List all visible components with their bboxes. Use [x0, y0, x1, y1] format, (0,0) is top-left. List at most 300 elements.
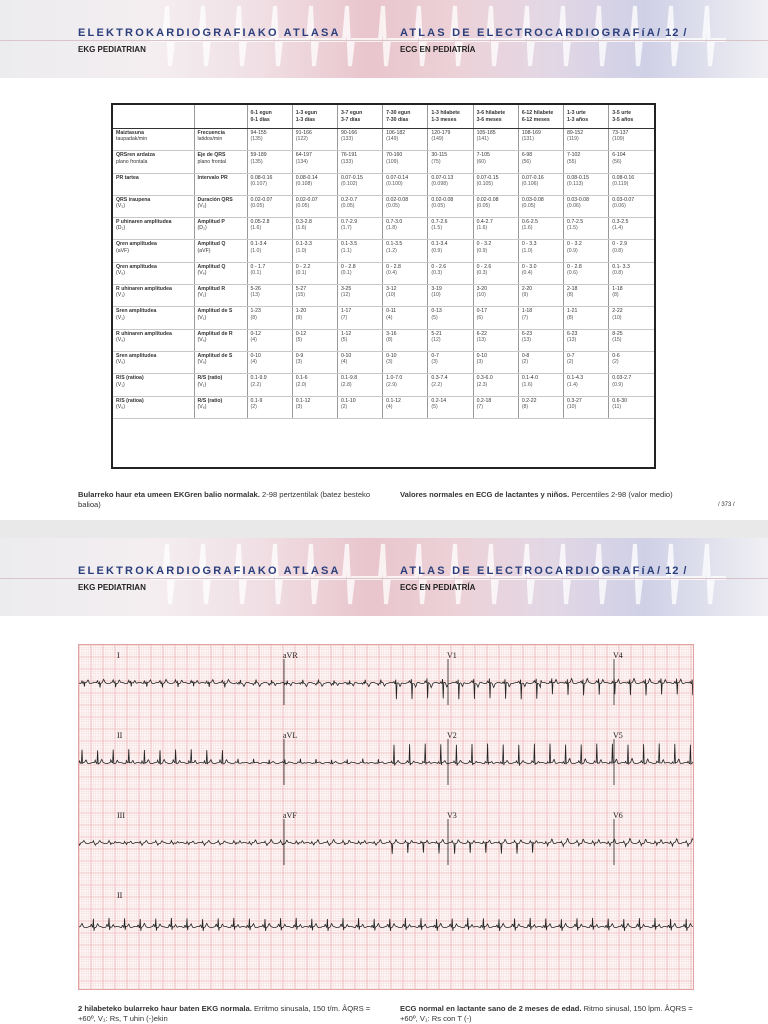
column-header	[518, 105, 563, 129]
row-label-spanish	[194, 195, 247, 217]
row-label-spanish	[194, 151, 247, 173]
row-label-line: R uhinaren amplitudea	[116, 286, 172, 293]
cell-mean: (4)	[250, 336, 257, 343]
cell-mean: (1.4)	[612, 225, 623, 232]
cell-mean: (0.105)	[476, 180, 494, 187]
table-cell	[428, 173, 473, 195]
table-cell	[428, 307, 473, 329]
row-label-line: (V₁)	[116, 292, 125, 299]
row-label-line: R/S (ratio)	[197, 397, 223, 404]
cell-mean: (0.8)	[612, 247, 623, 254]
table-cell	[564, 374, 609, 396]
cell-mean: (131)	[521, 136, 534, 143]
chapter-number: / 12 /	[657, 27, 688, 39]
cell-mean: (2.9)	[386, 381, 397, 388]
row-label-basque	[113, 240, 194, 262]
cell-mean: (15)	[295, 292, 305, 299]
table-cell	[428, 151, 473, 173]
cell-range: 0 - 3.3	[521, 241, 537, 248]
cell-mean: (0.119)	[612, 180, 629, 187]
table-cell	[337, 329, 382, 351]
table-cell	[518, 129, 563, 151]
table-row	[113, 173, 654, 195]
table-cell	[247, 374, 292, 396]
cell-range: 0.1-3.5	[386, 241, 403, 248]
cell-range: 0.1-12	[386, 397, 401, 404]
row-label-basque	[113, 173, 194, 195]
table-cell	[337, 173, 382, 195]
table-cell	[383, 218, 428, 240]
cell-mean: (2.0)	[295, 381, 307, 388]
table-cell	[473, 218, 518, 240]
cell-mean: (4)	[250, 359, 257, 366]
table-cell	[518, 218, 563, 240]
row-label-line: Amplitud Q	[197, 263, 226, 270]
page-bottom	[0, 538, 768, 1024]
cell-range: 0.3-2.5	[612, 219, 629, 226]
cell-range: 0.1-3.4	[250, 241, 267, 248]
table-cell	[564, 173, 609, 195]
column-header-basque: 1-3 egun	[295, 110, 318, 117]
cell-mean: (0.3)	[476, 270, 488, 277]
row-label-line: Maiztasuna	[116, 130, 144, 136]
cell-mean: (1.7)	[340, 225, 352, 232]
cell-range: 8-25	[612, 330, 623, 337]
table-cell	[518, 173, 563, 195]
cell-range: 1.0-7.0	[386, 375, 403, 382]
cell-mean: (11)	[612, 403, 622, 410]
column-header	[247, 105, 292, 129]
cell-mean: (56)	[612, 158, 622, 165]
cell-mean: (149)	[386, 136, 399, 143]
cell-range: 0.1-12	[295, 397, 311, 404]
cell-mean: (8)	[612, 292, 619, 299]
chapter-subtitle-spanish: ECG EN PEDIATRÍA	[400, 45, 476, 54]
table-cell	[564, 329, 609, 351]
table-cell	[564, 307, 609, 329]
cell-range: 7-102	[567, 152, 581, 159]
table-cell	[292, 285, 337, 307]
row-label-line: QRS iraupena	[116, 196, 151, 203]
row-label-basque	[113, 218, 194, 240]
cell-mean: (0.1)	[250, 270, 262, 277]
row-label-line: Amplitud de S	[197, 308, 233, 315]
cell-range: 6-104	[612, 152, 626, 159]
table-cell	[383, 374, 428, 396]
table-cell	[337, 285, 382, 307]
cell-range: 0-17	[476, 308, 487, 315]
cell-range: 0 - 3.2	[567, 241, 582, 248]
row-label-line: (V₁)	[197, 292, 207, 299]
row-label-line: (V₁)	[197, 314, 207, 321]
cell-range: 0.03-0.08	[567, 196, 589, 203]
cell-range: 0.03-0.08	[521, 196, 544, 203]
cell-mean: (0.3)	[431, 270, 443, 277]
cell-range: 0.6-2.5	[521, 219, 538, 226]
cell-mean: (5)	[340, 336, 348, 343]
cell-range: 0-7	[567, 352, 575, 359]
column-header-spanish: 7-30 días	[386, 116, 409, 123]
cell-mean: (0.06)	[567, 203, 581, 210]
cell-mean: (135)	[250, 136, 263, 143]
cell-mean: (1.2)	[386, 247, 397, 254]
table-row	[113, 396, 654, 418]
cell-range: 7-105	[476, 152, 490, 159]
table-cell	[518, 240, 563, 262]
cell-mean: (60)	[476, 158, 486, 165]
row-label-line: plano frontala	[116, 158, 148, 165]
cell-mean: (1.6)	[476, 225, 488, 232]
cell-mean: (10)	[386, 292, 396, 299]
table-cell	[609, 173, 654, 195]
cell-range: 0 - 1.7	[250, 263, 266, 270]
row-label-spanish	[194, 173, 247, 195]
cell-mean: (0.06)	[612, 203, 626, 210]
cell-mean: (0.05)	[386, 203, 400, 210]
cell-range: 106-182	[386, 130, 406, 136]
cell-mean: (0.05)	[521, 203, 536, 210]
cell-range: 0.07-0.13	[431, 174, 454, 181]
cell-mean: (0.05)	[250, 203, 265, 210]
cell-mean: (3)	[295, 359, 303, 366]
row-label-line: Amplitud P	[197, 219, 225, 226]
cell-range: 1-20	[295, 308, 307, 315]
table-cell	[337, 129, 382, 151]
cell-mean: (8)	[250, 314, 257, 321]
table-cell	[292, 351, 337, 373]
row-label-spanish	[194, 329, 247, 351]
table-cell	[428, 351, 473, 373]
table-cell	[383, 195, 428, 217]
column-header-basque: 3-7 egun	[340, 110, 363, 117]
lead-label: I	[117, 651, 120, 660]
cell-mean: (12)	[340, 292, 351, 299]
cell-mean: (0.05)	[295, 203, 310, 210]
atlas-title-spanish: ATLAS DE ELECTROCARDIOGRAFíA	[400, 565, 657, 577]
cell-range: 2-20	[521, 286, 533, 293]
cell-range: 94-155	[250, 130, 267, 136]
table-cell	[609, 396, 654, 418]
table-cell	[383, 151, 428, 173]
row-label-line: (V₆)	[116, 336, 126, 343]
cell-range: 59-189	[250, 152, 267, 159]
table-cell	[428, 195, 473, 217]
table-cell	[383, 351, 428, 373]
table-cell	[428, 374, 473, 396]
table-cell	[337, 307, 382, 329]
lead-label: V4	[613, 651, 623, 660]
table-row	[113, 195, 654, 217]
row-label-line: (D₂)	[116, 225, 126, 232]
lead-label: II	[117, 731, 123, 740]
cell-mean: (0.098)	[431, 180, 448, 187]
table-cell	[292, 262, 337, 284]
row-label-basque	[113, 195, 194, 217]
table-cell	[428, 240, 473, 262]
row-label-spanish	[194, 218, 247, 240]
row-label-line: taupadak/min	[116, 136, 148, 143]
cell-range: 0.02-0.08	[431, 196, 454, 203]
row-label-line: Qren amplitudea	[116, 241, 157, 248]
table-cell	[383, 329, 428, 351]
cell-range: 0.3-6.0	[476, 375, 493, 382]
column-header-spanish: 6-12 meses	[521, 116, 550, 123]
page-number: / 373 /	[718, 502, 735, 508]
cell-range: 1-12	[340, 330, 352, 337]
table-cell	[292, 129, 337, 151]
table-cell	[247, 262, 292, 284]
cell-mean: (9)	[521, 292, 529, 299]
row-label-spanish	[194, 285, 247, 307]
cell-mean: (12)	[431, 336, 441, 343]
cell-range: 0-12	[295, 330, 307, 337]
cell-range: 0.6-30	[612, 397, 627, 404]
table-cell	[473, 195, 518, 217]
cell-range: 0.02-0.07	[295, 196, 318, 203]
row-label-line: plano frontal	[197, 158, 227, 165]
cell-range: 0.1-9	[250, 397, 263, 404]
row-label-line: (V₁)	[116, 381, 125, 388]
row-label-line: R uhinaren amplitudea	[116, 330, 172, 337]
cell-range: 0-10	[340, 352, 352, 359]
cell-range: 0.1-9.8	[340, 375, 358, 382]
table-header-row	[113, 105, 654, 129]
column-header-spanish: 1-3 días	[295, 116, 316, 123]
row-label-line: Intervalo PR	[197, 174, 228, 181]
table-cell	[473, 374, 518, 396]
ecg-caption-spanish-bold: ECG normal en lactante sano de 2 meses de edad.	[400, 1004, 582, 1013]
row-label-line: P uhinaren amplitudea	[116, 219, 172, 226]
table-caption-basque-bold: Bularreko haur eta umeen EKGren balio normalak.	[78, 490, 260, 499]
row-label-basque	[113, 262, 194, 284]
cell-range: 0-10	[386, 352, 397, 359]
cell-mean: (13)	[567, 336, 577, 343]
row-label-line: Sren amplitudea	[116, 308, 157, 315]
cell-range: 0.4-2.7	[476, 219, 493, 226]
atlas-title-basque: ELEKTROKARDIOGRAFIAKO ATLASA	[78, 27, 341, 39]
row-label-basque	[113, 129, 194, 151]
cell-range: 76-191	[340, 152, 358, 159]
cell-mean: (2)	[567, 359, 574, 366]
table-cell	[473, 396, 518, 418]
cell-mean: (10)	[431, 292, 441, 299]
table-cell	[292, 173, 337, 195]
cell-range: 0.3-27	[567, 397, 582, 404]
cell-mean: (13)	[250, 292, 260, 299]
cell-mean: (109)	[386, 158, 399, 165]
table-cell	[609, 329, 654, 351]
row-label-line: (V₁)	[197, 381, 207, 388]
row-label-line: Amplitud Q	[197, 241, 226, 248]
table-cell	[609, 374, 654, 396]
column-header	[194, 105, 247, 129]
table-cell	[383, 307, 428, 329]
table-cell	[383, 285, 428, 307]
table-cell	[292, 329, 337, 351]
cell-range: 0 - 2.9	[612, 241, 627, 248]
cell-range: 0 - 2.2	[295, 263, 311, 270]
cell-range: 0.1- 3.3	[612, 263, 630, 270]
column-header-spanish: 1-3 meses	[431, 116, 457, 123]
cell-range: 0-9	[295, 352, 304, 359]
cell-range: 0-11	[386, 308, 397, 315]
reference-table	[111, 103, 656, 469]
table-caption-basque	[78, 490, 388, 510]
cell-range: 0.07-0.14	[386, 174, 409, 181]
table-cell	[518, 374, 563, 396]
cell-range: 0-10	[476, 352, 487, 359]
table-cell	[247, 307, 292, 329]
cell-mean: (1.6)	[521, 381, 533, 388]
cell-range: 0.02-0.07	[250, 196, 273, 203]
cell-range: 0 - 2.8	[340, 263, 356, 270]
cell-range: 3-19	[431, 286, 442, 293]
table-cell	[428, 329, 473, 351]
table-row	[113, 129, 654, 151]
cell-mean: (8)	[386, 336, 393, 343]
chapter-subtitle-basque: EKG PEDIATRIAN	[78, 45, 146, 54]
row-label-spanish	[194, 396, 247, 418]
chapter-subtitle-basque: EKG PEDIATRIAN	[78, 583, 146, 592]
column-header	[113, 105, 194, 129]
cell-mean: (56)	[521, 158, 532, 165]
table-cell	[428, 129, 473, 151]
cell-range: 6-23	[567, 330, 578, 337]
cell-range: 6-98	[521, 152, 533, 159]
cell-range: 5-27	[295, 286, 307, 293]
table-row	[113, 151, 654, 173]
table-cell	[609, 240, 654, 262]
cell-mean: (0.6)	[567, 270, 578, 277]
cell-mean: (5)	[431, 403, 438, 410]
cell-mean: (1.8)	[386, 225, 397, 232]
ecg-caption-spanish	[400, 1004, 700, 1024]
ecg-caption-spanish-text: Ritmo sinusal, 150 lpm. ÂQRS = +60º, V₁: Rs con T (-)	[400, 1004, 693, 1023]
cell-mean: (4)	[386, 314, 393, 321]
cell-mean: (0.102)	[340, 180, 358, 187]
cell-range: 0-13	[431, 308, 442, 315]
cell-range: 3-16	[386, 330, 397, 337]
table-cell	[564, 240, 609, 262]
table-cell	[383, 262, 428, 284]
cell-range: 0.1-4.0	[521, 375, 538, 382]
table-cell	[518, 351, 563, 373]
cell-mean: (0.106)	[521, 180, 539, 187]
cell-range: 2-18	[567, 286, 578, 293]
cell-mean: (0.9)	[567, 247, 578, 254]
cell-range: 0.3-2.8	[295, 219, 312, 226]
table-cell	[383, 173, 428, 195]
cell-range: 0 - 2.8	[567, 263, 582, 270]
row-label-spanish	[194, 374, 247, 396]
cell-mean: (134)	[295, 158, 308, 165]
table-cell	[247, 285, 292, 307]
cell-mean: (3)	[386, 359, 393, 366]
chapter-number: / 12 /	[657, 565, 688, 577]
cell-range: 0-8	[521, 352, 530, 359]
cell-range: 0.1-10	[340, 397, 356, 404]
lead-label: aVR	[283, 651, 298, 660]
table-cell	[337, 195, 382, 217]
chapter-subtitle-spanish: ECG EN PEDIATRÍA	[400, 583, 476, 592]
row-label-line: (aVF)	[197, 247, 211, 254]
table-cell	[383, 240, 428, 262]
cell-mean: (75)	[431, 158, 441, 165]
cell-range: 0.2-14	[431, 397, 447, 404]
cell-mean: (8)	[567, 292, 574, 299]
table-cell	[609, 262, 654, 284]
cell-mean: (15)	[612, 336, 622, 343]
row-label-line: Eje de QRS	[197, 152, 226, 159]
table-cell	[473, 129, 518, 151]
cell-range: 0.08-0.16	[250, 174, 273, 181]
table-cell	[473, 329, 518, 351]
table-cell	[428, 218, 473, 240]
table-cell	[292, 195, 337, 217]
lead-label: III	[117, 811, 125, 820]
lead-label: V2	[447, 731, 457, 740]
cell-range: 73-137	[612, 130, 629, 136]
row-label-line: Qren amplitudea	[116, 263, 157, 270]
cell-mean: (122)	[295, 136, 308, 143]
table-row	[113, 307, 654, 329]
table-caption-spanish	[400, 490, 700, 500]
table-cell	[564, 351, 609, 373]
cell-range: 3-20	[476, 286, 487, 293]
table-caption-spanish-text: Percentiles 2-98 (valor medio)	[569, 490, 673, 499]
cell-mean: (2.2)	[250, 381, 262, 388]
table-cell	[564, 129, 609, 151]
cell-mean: (1.0)	[250, 247, 262, 254]
table-cell	[337, 351, 382, 373]
cell-range: 0-10	[250, 352, 261, 359]
cell-mean: (1.1)	[340, 247, 352, 254]
header-band	[0, 0, 768, 78]
row-label-line: Amplitud de R	[197, 330, 233, 337]
cell-mean: (10)	[567, 403, 577, 410]
row-label-line: R/S (ratioa)	[116, 397, 144, 404]
cell-range: 0.05-2.8	[250, 219, 270, 226]
ecg-tracing	[78, 644, 694, 990]
cell-range: 0.02-0.08	[386, 196, 409, 203]
row-label-line: (V₅)	[197, 203, 207, 210]
column-header	[337, 105, 382, 129]
row-label-line: Sren amplitudea	[116, 352, 157, 359]
cell-mean: (2.8)	[340, 381, 352, 388]
cell-mean: (109)	[612, 136, 625, 143]
table-cell	[247, 396, 292, 418]
cell-range: 0.2-0.7	[340, 196, 358, 203]
table-cell	[247, 173, 292, 195]
header-divider	[0, 40, 768, 41]
cell-mean: (2)	[250, 403, 257, 410]
cell-mean: (0.113)	[567, 180, 584, 187]
ecg-strip	[79, 645, 694, 990]
cell-mean: (1.6)	[295, 225, 307, 232]
table-cell	[609, 195, 654, 217]
cell-range: 0.08-0.16	[612, 174, 635, 181]
column-header-spanish: 3-5 años	[612, 116, 634, 123]
cell-range: 0.02-0.08	[476, 196, 499, 203]
cell-mean: (0.9)	[431, 247, 443, 254]
cell-mean: (1.4)	[567, 381, 578, 388]
row-label-basque	[113, 307, 194, 329]
cell-range: 70-160	[386, 152, 403, 159]
header-ecg-decoration	[0, 0, 768, 78]
cell-mean: (5)	[431, 314, 438, 321]
lead-label: V5	[613, 731, 623, 740]
table-cell	[428, 285, 473, 307]
